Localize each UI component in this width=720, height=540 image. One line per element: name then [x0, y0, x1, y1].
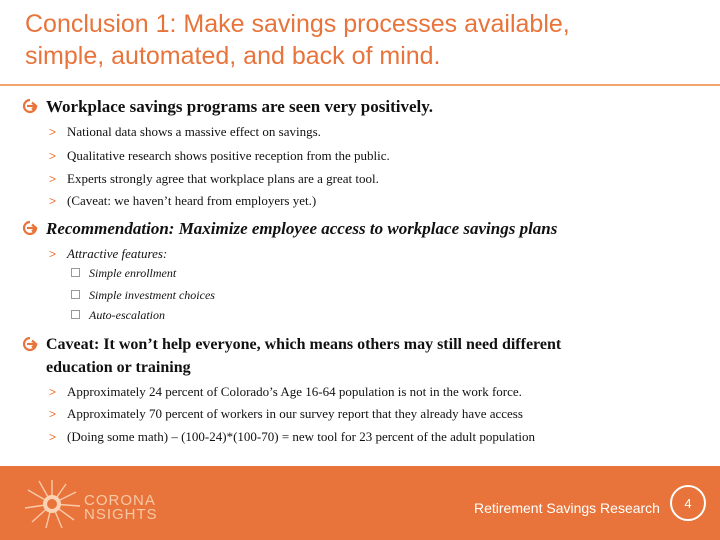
bullet-marker: > [49, 194, 57, 208]
title-divider [0, 84, 720, 86]
curved-arrow-icon [22, 220, 38, 236]
bullet-marker: > [49, 430, 57, 444]
section-heading-workplace: Workplace savings programs are seen very positively. [46, 97, 434, 116]
sun-burst-logo-icon [22, 478, 82, 530]
page-number: 4 [670, 485, 706, 521]
bullet-marker: > [49, 247, 57, 261]
checkbox-icon [71, 310, 80, 319]
slide-title [25, 8, 705, 72]
curved-arrow-icon [22, 98, 38, 114]
title-line-2: simple, automated, and back of mind. [25, 42, 441, 70]
title-line-1: Conclusion 1: Make savings processes available, [25, 10, 570, 38]
bullet-marker: > [49, 149, 57, 163]
company-logo-text: CORONA NSIGHTS [84, 492, 158, 523]
bullet-marker: > [49, 125, 57, 139]
bullet-marker: > [49, 385, 57, 399]
bullet-marker: > [49, 172, 57, 186]
checkbox-icon [71, 268, 80, 277]
curved-arrow-icon [22, 336, 38, 352]
footer-bar [0, 466, 720, 540]
section-heading-caveat-line-1: Caveat: It won’t help everyone, which means others may still need different [46, 336, 562, 353]
section-heading-caveat-line-2: education or training [46, 359, 191, 376]
checkbox-icon [71, 290, 80, 299]
footer-label: Retirement Savings Research [474, 500, 660, 516]
section-heading-recommendation: Recommendation: Maximize employee access to workplace savings plans [46, 219, 558, 238]
bullet-marker: > [49, 407, 57, 421]
